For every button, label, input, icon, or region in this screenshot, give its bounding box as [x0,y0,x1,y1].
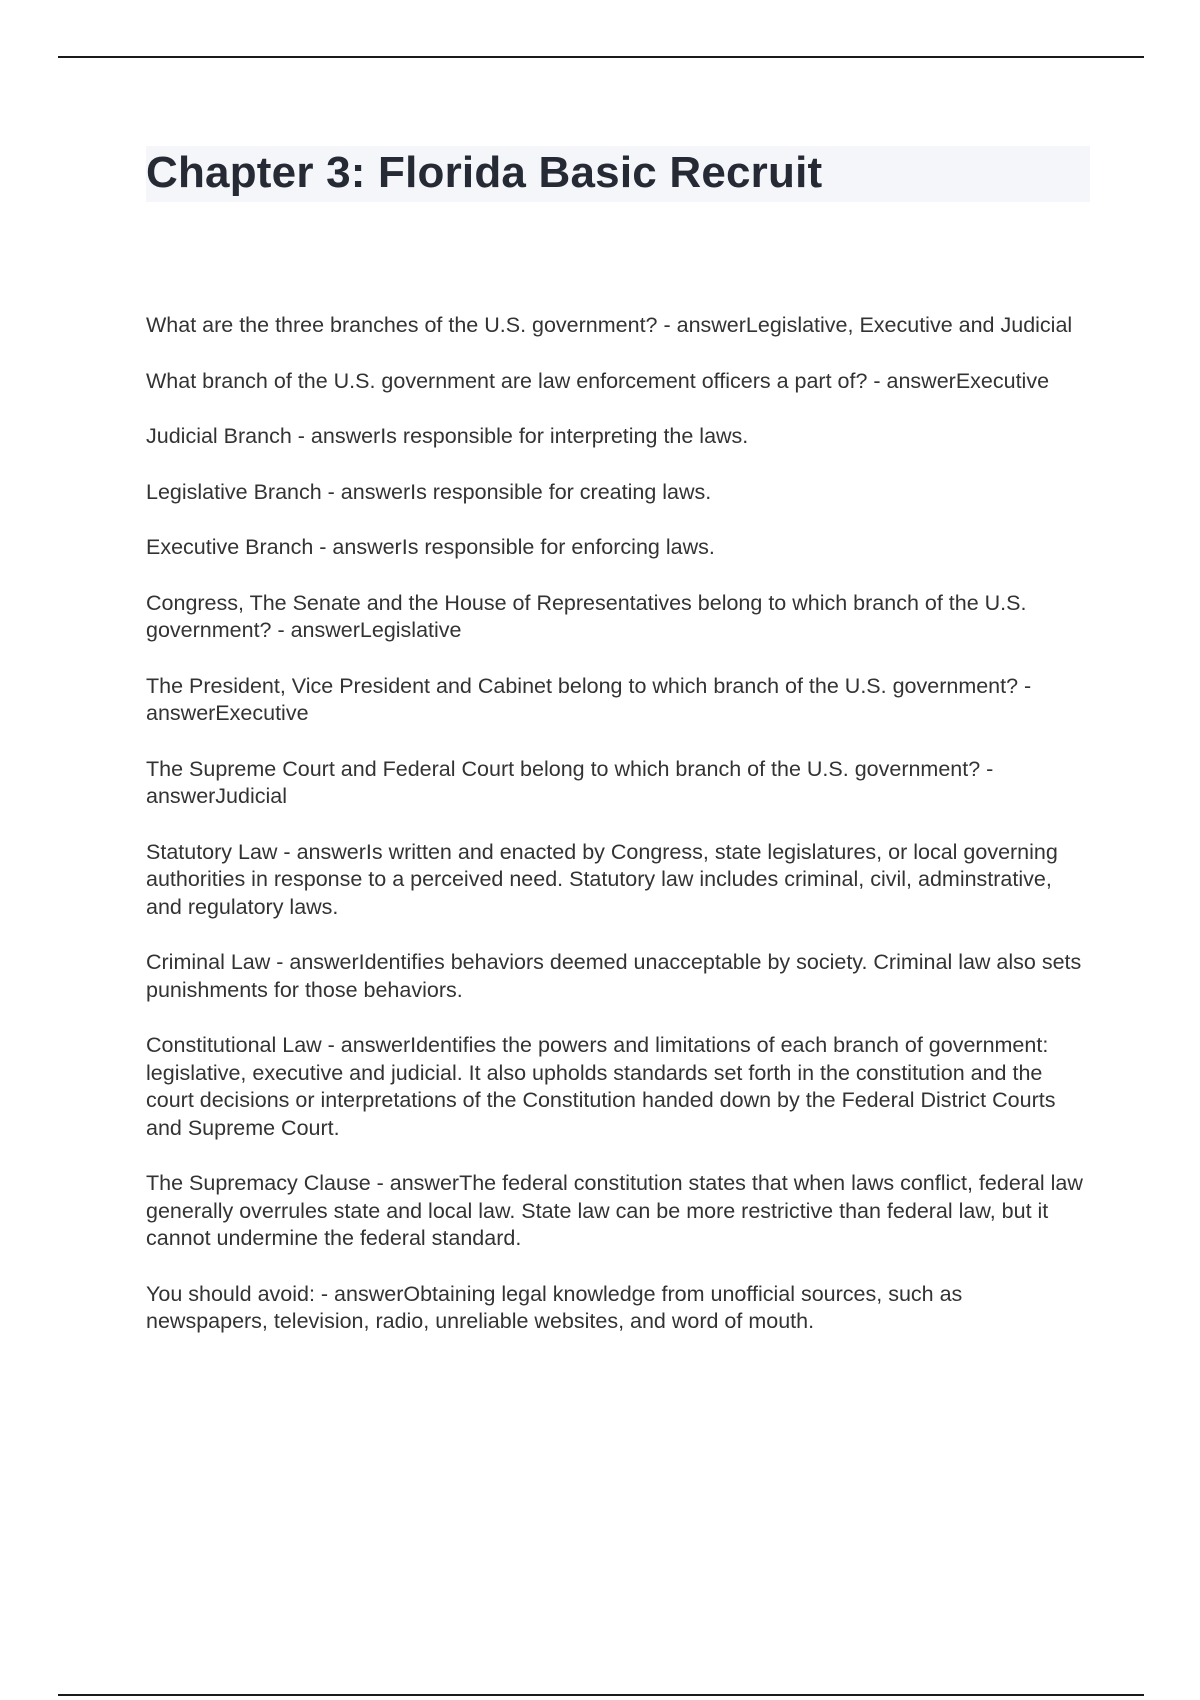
qa-item-statutory-law: Statutory Law - answerIs written and enacted by Congress, state legislatures, or local governing authorities in response to a perceived need. Statutory law includes criminal, civil, adminstrative, and regulatory laws. [146,839,1058,919]
qa-item-branches: What are the three branches of the U.S. government? - answerLegislative, Executive and Judicial [146,313,1073,337]
qa-item-legislative-branch: Legislative Branch - answerIs responsible for creating laws. [146,479,712,504]
qa-list [146,312,1090,1364]
qa-item-executive-branch: Executive Branch - answerIs responsible for enforcing laws. [146,535,715,559]
qa-item-constitutional-law: Constitutional Law - answerIdentifies the powers and limitations of each branch of government: legislative, executive and judicial. It also upholds standards set forth in the constitution and the court decisions or interpretations of the Constitution handed down by the Federal District Courts and Supreme Court. [146,1033,1056,1140]
qa-item-congress: Congress, The Senate and the House of Representatives belong to which branch of the U.S. government? - answerLegislative [146,590,1027,642]
qa-item-president: The President, Vice President and Cabinet belong to which branch of the U.S. government? - answerExecutive [146,673,1032,725]
qa-item-officers-branch: What branch of the U.S. government are law enforcement officers a part of? - answerExecutive [146,368,1050,393]
qa-item-avoid: You should avoid: - answerObtaining legal knowledge from unofficial sources, such as newspapers, television, radio, unreliable websites, and word of mouth. [146,1281,963,1333]
bottom-divider [58,1694,1144,1696]
qa-item-supremacy-clause: The Supremacy Clause - answerThe federal constitution states that when laws conflict, federal law generally overrules state and local law. State law can be more restrictive than federal law, but it cannot undermine the federal standard. [146,1171,1083,1250]
qa-item-supreme-court: The Supreme Court and Federal Court belong to which branch of the U.S. government? - answerJudicial [146,756,994,808]
qa-item-criminal-law: Criminal Law - answerIdentifies behaviors deemed unacceptable by society. Criminal law also sets punishments for those behaviors. [146,950,1082,1002]
top-divider [58,56,1144,58]
page-title: Chapter 3: Florida Basic Recruit [146,148,823,197]
qa-item-judicial-branch: Judicial Branch - answerIs responsible for interpreting the laws. [146,424,749,448]
